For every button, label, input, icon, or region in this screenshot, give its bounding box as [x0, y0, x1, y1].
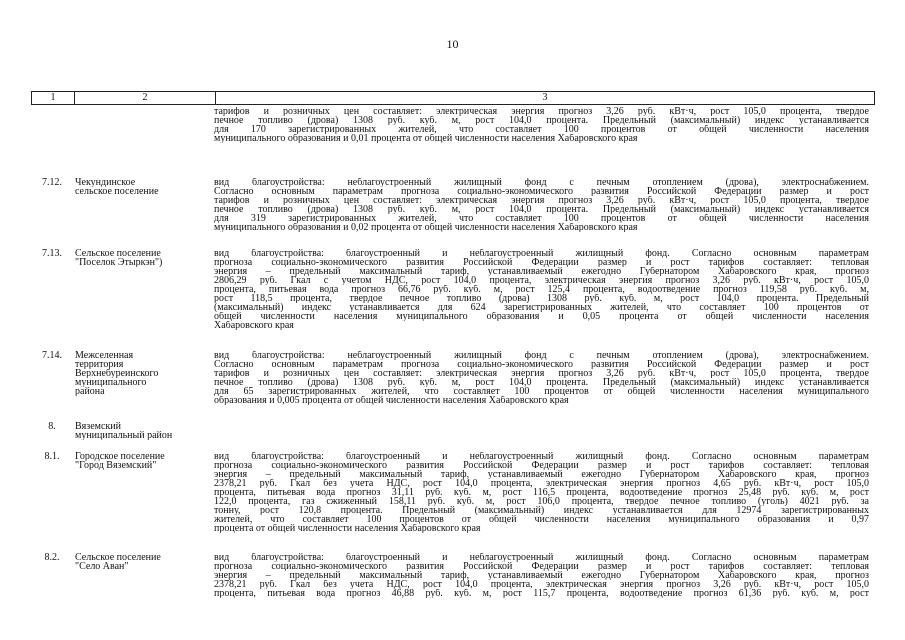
name-line: района	[75, 387, 105, 396]
header-col-2: 2	[142, 92, 148, 103]
desc-line: вид благоустройства: неблагоустроенный жилищный фонд с печным отоплением (дрова), электроснабжением.	[214, 178, 869, 187]
row-name	[75, 249, 205, 267]
row-name	[75, 351, 205, 396]
desc-line: 2378,21 руб. Гкал без учета НДС, рост 104,0 процента, электрическая энергия прогноз 3,26 руб. кВт·ч, рост 105,0	[214, 580, 869, 589]
desc-line: Согласно основным параметрам прогноза социально-экономического развития Российской Федерации размер и рост	[214, 187, 869, 196]
name-line: территория	[75, 360, 124, 369]
desc-line: для 319 зарегистрированных жителей, что составляет 100 процентов от общей численности населения	[214, 214, 869, 223]
desc-line: общей численности населения муниципального образования и 0,05 процента от общей численности населения	[214, 312, 869, 321]
desc-line: печное топливо (дрова) 1308 руб. куб. м, рост 104,0 процента. Предельный (максимальный) индекс устанавливается	[214, 205, 869, 214]
name-line: "Город Вяземский"	[75, 461, 157, 470]
desc-line: Хабаровского края	[214, 321, 294, 330]
desc-line: процента, питьевая вода прогноз 66,76 руб. куб. м, рост 125,4 процента, водоотведение прогноз 119,58 руб. куб. м,	[214, 285, 869, 294]
desc-line: рост 118,5 процента, твердое печное топливо (дрова) 1308 руб. куб. м, рост 104,0 процента. Предельный	[214, 294, 869, 303]
row-description	[214, 178, 869, 232]
header-col-1: 1	[50, 92, 56, 103]
row-description	[214, 107, 869, 143]
row-name	[75, 422, 205, 440]
desc-line: энергия – предельный максимальный тариф, устанавливаемый ежегодно Губернатором Хабаровского края, прогноз	[214, 267, 869, 276]
name-line: муниципальный район	[75, 431, 173, 440]
name-line: Чекундинское	[75, 178, 136, 187]
desc-line: вид благоустройства: благоустроенный и неблагоустроенный жилищный фонд. Согласно основным параметрам	[214, 553, 869, 562]
row-name	[75, 452, 205, 470]
desc-line: 122,0 процента, газ сжиженный 158,11 руб. куб. м, рост 106,0 процента, твердое печное топливо (уголь) 4021 руб. за	[214, 497, 869, 506]
desc-line: для 65 зарегистрированных жителей, что составляет 100 процентов от общей численности населения муниципального	[214, 387, 869, 396]
row-number: 7.14.	[42, 350, 62, 361]
row-name	[75, 553, 205, 571]
name-line: Городское поселение	[75, 452, 165, 461]
desc-line: вид благоустройства: неблагоустроенный жилищный фонд с печным отоплением (дрова), электроснабжением.	[214, 351, 869, 360]
desc-line: прогноза социально-экономического развития Российской Федерации размер и рост тарифов составляет: тепловая	[214, 461, 869, 470]
desc-line: вид благоустройства: благоустроенный и неблагоустроенный жилищный фонд. Согласно основным параметрам	[214, 249, 869, 258]
row-number: 7.13.	[42, 248, 62, 259]
desc-line: для 170 зарегистрированных жителей, что составляет 100 процентов от общей численности населения	[214, 125, 869, 134]
desc-line: тарифов и розничных цен составляет: электрическая энергия прогноз 3,26 руб. кВт·ч, рост 105,0 процента, твердое	[214, 369, 869, 378]
row-name	[75, 178, 205, 196]
row-description	[214, 553, 869, 598]
desc-line: энергия – предельный максимальный тариф, устанавливаемый ежегодно Губернатором Хабаровского края, прогноз	[214, 470, 869, 479]
name-line: "Село Аван"	[75, 562, 129, 571]
name-line: Вяземский	[75, 422, 121, 431]
row-number: 8.2.	[44, 552, 60, 563]
name-line: "Поселок Этыркэн")	[75, 258, 163, 267]
row-description	[214, 249, 869, 330]
row-number: 7.12.	[42, 177, 62, 188]
desc-line: (максимальный) индекс устанавливается для 624 зарегистрированных жителей, что составляет 100 процентов от	[214, 303, 869, 312]
desc-line: муниципального образования и 0,02 процента от общей численности населения Хабаровского края	[214, 223, 638, 232]
name-line: Верхнебуреинского	[75, 369, 159, 378]
header-col-3: 3	[542, 92, 548, 103]
desc-line: вид благоустройства: благоустроенный и неблагоустроенный жилищный фонд. Согласно основным параметрам	[214, 452, 869, 461]
desc-line: печное топливо (дрова) 1308 руб. куб. м, рост 104,0 процента. Предельный (максимальный) индекс устанавливается	[214, 378, 869, 387]
row-number: 8.1.	[44, 451, 60, 462]
desc-line: тонну, рост 120,8 процента. Предельный (максимальный) индекс устанавливается для 12974 зарегистрированных	[214, 506, 869, 515]
desc-line: жителей, что составляет 100 процентов от общей численности населения муниципального образования и 0,97	[214, 515, 869, 524]
page-number: 10	[446, 37, 459, 51]
desc-line: энергия – предельный максимальный тариф, устанавливаемый ежегодно Губернатором Хабаровского края, прогноз	[214, 571, 869, 580]
table-header	[31, 91, 875, 105]
desc-line: процента, питьевая вода прогноз 46,88 руб. куб. м, рост 115,7 процента, водоотведение прогноз 61,36 руб. куб. м, рост	[214, 589, 869, 598]
desc-line: процента от общей численности населения Хабаровского края	[214, 524, 481, 533]
desc-line: 2378,21 руб. Гкал без учета НДС, рост 104,0 процента, электрическая энергия прогноз 4,65 руб. кВт·ч, рост 105,0	[214, 479, 869, 488]
desc-line: 2806,29 руб. Гкал с учетом НДС, рост 104,0 процента, электрическая энергия прогноз 3,26 руб. кВт·ч, рост 105,0	[214, 276, 869, 285]
name-line: Сельское поселение	[75, 249, 161, 258]
name-line: Сельское поселение	[75, 553, 161, 562]
desc-line: Согласно основным параметрам прогноза социально-экономического развития Российской Федерации размер и рост	[214, 360, 869, 369]
desc-line: процента, питьевая вода прогноз 31,11 руб. куб. м, рост 116,5 процента, водоотведение прогноз 25,48 руб. куб. м, рост	[214, 488, 869, 497]
name-line: Межселенная	[75, 351, 134, 360]
row-description	[214, 452, 869, 533]
desc-line: образования и 0,005 процента от общей численности населения Хабаровского края	[214, 396, 569, 405]
desc-line: муниципального образования и 0,01 процента от общей численности населения Хабаровского края	[214, 134, 638, 143]
desc-line: прогноза социально-экономического развития Российской Федерации размер и рост тарифов составляет: тепловая	[214, 562, 869, 571]
name-line: сельское поселение	[75, 187, 159, 196]
desc-line: тарифов и розничных цен составляет: электрическая энергия прогноз 3,26 руб. кВт·ч, рост 105,0 процента, твердое	[214, 196, 869, 205]
row-number: 8.	[48, 421, 56, 432]
desc-line: печное топливо (дрова) 1308 руб. куб. м, рост 104,0 процента. Предельный (максимальный) индекс устанавливается	[214, 116, 869, 125]
desc-line: прогноза социально-экономического развития Российской Федерации размер и рост тарифов составляет: тепловая	[214, 258, 869, 267]
desc-line: тарифов и розничных цен составляет: электрическая энергия прогноз 3,26 руб. кВт·ч, рост 105,0 процента, твердое	[214, 107, 869, 116]
name-line: муниципального	[75, 378, 147, 387]
row-description	[214, 351, 869, 405]
